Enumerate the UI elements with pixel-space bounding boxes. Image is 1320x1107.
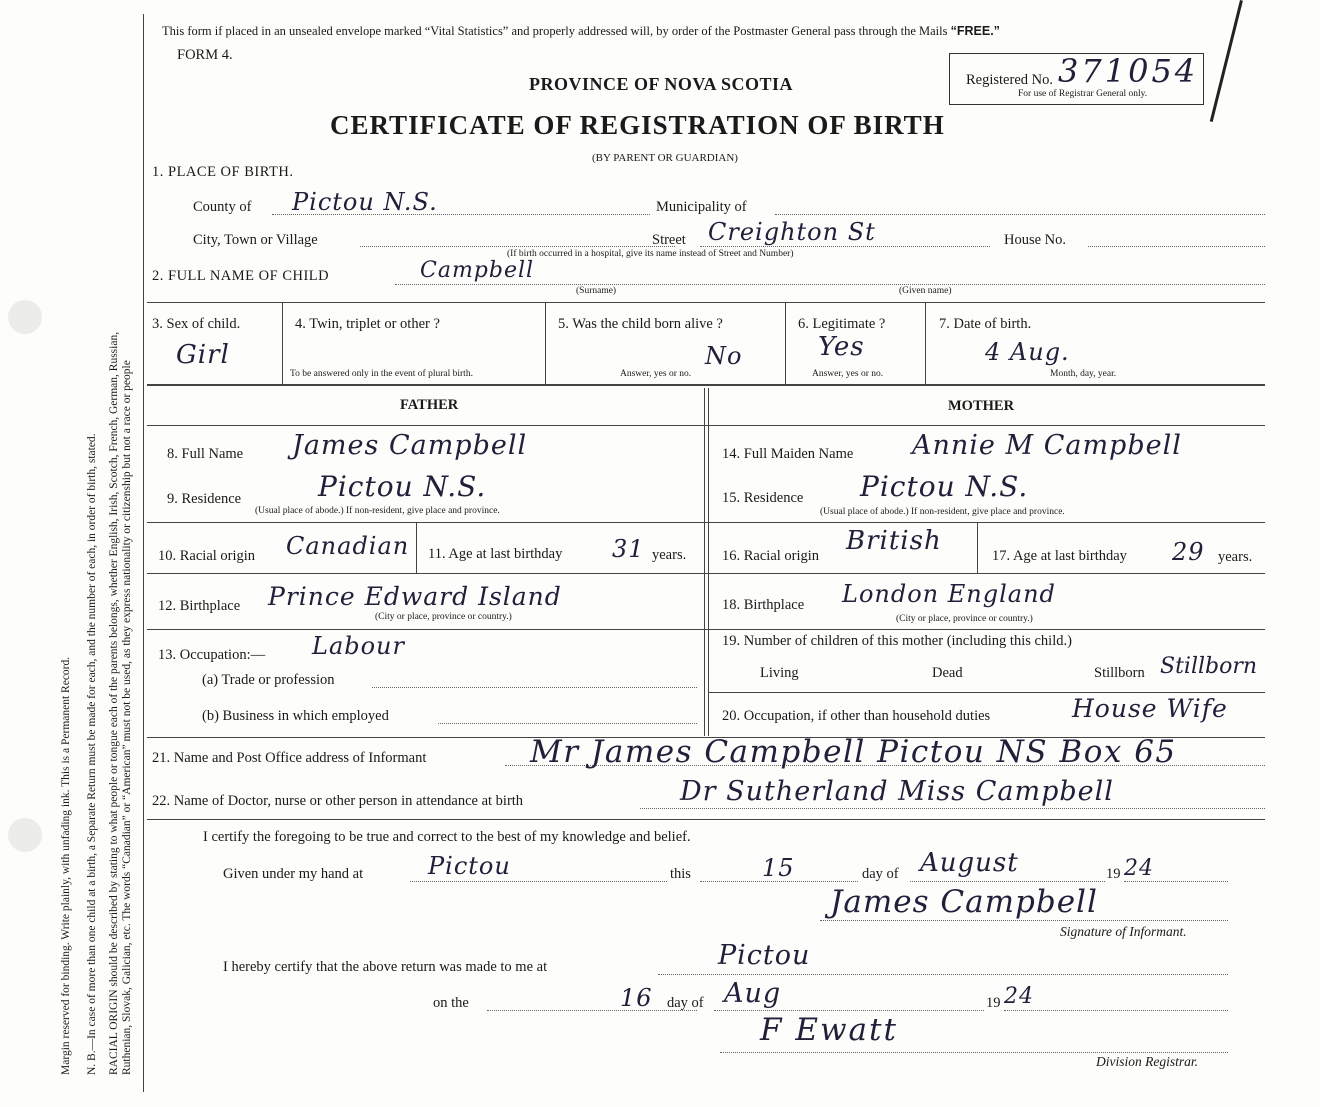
father-name-label: 8. Full Name bbox=[167, 446, 244, 462]
dead-label: Dead bbox=[932, 665, 963, 681]
father-residence-note: (Usual place of abode.) If non-resident, give place and province. bbox=[255, 506, 500, 516]
mother-residence-note: (Usual place of abode.) If non-resident, give place and province. bbox=[820, 507, 1065, 517]
twin-note: To be answered only in the event of plural birth. bbox=[290, 369, 473, 379]
alive-note: Answer, yes or no. bbox=[620, 369, 692, 379]
rule-bottom-boxes bbox=[147, 384, 1265, 386]
father-birthplace-label: 12. Birthplace bbox=[158, 598, 241, 614]
father-birthplace-note: (City or place, province or country.) bbox=[375, 612, 512, 622]
mother-racial-value: British bbox=[846, 526, 942, 556]
registered-number: 371054 bbox=[1058, 52, 1199, 90]
mother-occupation-label: 20. Occupation, if other than household duties bbox=[722, 708, 991, 724]
father-racial-value: Canadian bbox=[286, 532, 410, 560]
page-subtitle: (BY PARENT OR GUARDIAN) bbox=[592, 152, 738, 164]
father-age-label: 11. Age at last birthday bbox=[428, 546, 563, 562]
given-day-value: 15 bbox=[762, 854, 795, 882]
county-value: Pictou N.S. bbox=[292, 188, 438, 216]
given-year-prefix: 19 bbox=[1106, 866, 1121, 882]
rule-top-boxes bbox=[147, 302, 1265, 303]
father-racial-label: 10. Racial origin bbox=[158, 548, 256, 564]
father-occupation-value: Labour bbox=[312, 632, 405, 660]
postal-note bbox=[162, 24, 1000, 39]
father-age-value: 31 bbox=[612, 535, 645, 563]
given-month-value: August bbox=[920, 848, 1019, 878]
registrar-place-value: Pictou bbox=[718, 940, 811, 971]
frame-left-border bbox=[143, 14, 144, 1092]
pen-stroke bbox=[1210, 0, 1243, 122]
binding-hole-bottom bbox=[8, 818, 42, 852]
father-name-value: James Campbell bbox=[292, 430, 528, 461]
dob-value: 4 Aug. bbox=[985, 338, 1070, 366]
cert-statement: I certify the foregoing to be true and correct to the best of my knowledge and belief. bbox=[203, 829, 691, 845]
mother-occupation-value: House Wife bbox=[1072, 694, 1228, 723]
mother-age-label: 17. Age at last birthday bbox=[992, 548, 1127, 564]
registrar-signature: F Ewatt bbox=[760, 1012, 898, 1048]
legitimate-value: Yes bbox=[818, 332, 865, 362]
legitimate-label: 6. Legitimate ? bbox=[798, 316, 886, 332]
margin-note-racial-origin-2: Ruthenian, Slovak, Galician, etc. The words “Canadian” or “American” must not be used, as they express nationality or citizenship but not a race or people bbox=[121, 360, 133, 1075]
given-name-note: (Given name) bbox=[899, 286, 952, 296]
surname-note: (Surname) bbox=[576, 286, 617, 296]
column-divider bbox=[704, 388, 705, 736]
child-surname: Campbell bbox=[420, 258, 535, 283]
registered-label: Registered No. bbox=[966, 72, 1053, 88]
trade-label: (a) Trade or profession bbox=[202, 672, 335, 688]
mother-name-label: 14. Full Maiden Name bbox=[722, 446, 854, 462]
margin-note-racial-origin-1: RACIAL ORIGIN should be described by stating to what people or tongue each of the parents belongs, whether English, Irish, Scotch, French, German, Russian, bbox=[108, 331, 120, 1075]
child-name-label: 2. FULL NAME OF CHILD bbox=[152, 268, 330, 284]
margin-note-multiple-births: N. B.—In case of more than one child at a birth, a Separate Return must be made for each, and the number of each, in order of birth, stated. bbox=[86, 433, 98, 1075]
father-residence-label: 9. Residence bbox=[167, 491, 242, 507]
informant-signature-label: Signature of Informant. bbox=[1060, 924, 1187, 939]
house-label: House No. bbox=[1004, 232, 1067, 248]
given-label: Given under my hand at bbox=[223, 866, 364, 882]
margin-note-binding: Margin reserved for binding. Write plainly, with unfading ink. This is a Permanent Record. bbox=[60, 656, 72, 1075]
street-value: Creighton St bbox=[708, 218, 876, 246]
father-years-label: years. bbox=[652, 547, 687, 563]
alive-label: 5. Was the child born alive ? bbox=[558, 316, 723, 332]
registrar-month-value: Aug bbox=[724, 978, 782, 1009]
doctor-label: 22. Name of Doctor, nurse or other person in attendance at birth bbox=[152, 793, 524, 809]
mother-racial-label: 16. Racial origin bbox=[722, 548, 820, 564]
postal-free: “FREE.” bbox=[950, 24, 1000, 38]
county-label: County of bbox=[193, 199, 252, 215]
day-of-label: day of bbox=[862, 866, 899, 882]
registrar-year-prefix: 19 bbox=[986, 995, 1001, 1011]
registrar-day-value: 16 bbox=[620, 984, 653, 1012]
street-label: Street bbox=[652, 232, 686, 248]
form-number: FORM 4. bbox=[177, 47, 233, 63]
registrar-day-of-label: day of bbox=[667, 995, 704, 1011]
father-heading: FATHER bbox=[400, 397, 459, 413]
informant-label: 21. Name and Post Office address of Informant bbox=[152, 750, 427, 766]
business-label: (b) Business in which employed bbox=[202, 708, 389, 724]
this-label: this bbox=[670, 866, 691, 882]
father-occupation-label: 13. Occupation:— bbox=[158, 647, 266, 663]
informant-value: Mr James Campbell Pictou NS Box 65 bbox=[530, 734, 1177, 770]
mother-birthplace-value: London England bbox=[842, 580, 1056, 608]
sex-value: Girl bbox=[176, 340, 230, 370]
given-place-value: Pictou bbox=[428, 852, 511, 880]
registrar-note: For use of Registrar General only. bbox=[1018, 89, 1148, 99]
informant-signature: James Campbell bbox=[830, 884, 1098, 920]
sex-label: 3. Sex of child. bbox=[152, 316, 241, 332]
twin-label: 4. Twin, triplet or other ? bbox=[295, 316, 440, 332]
mother-residence-value: Pictou N.S. bbox=[860, 470, 1029, 503]
stillborn-value: Stillborn bbox=[1160, 654, 1258, 679]
registrar-signature-label: Division Registrar. bbox=[1096, 1054, 1199, 1069]
dob-label: 7. Date of birth. bbox=[939, 316, 1032, 332]
hospital-note: (If birth occurred in a hospital, give its name instead of Street and Number) bbox=[507, 249, 794, 259]
registrar-statement: I hereby certify that the above return was made to me at bbox=[223, 959, 548, 975]
legitimate-note: Answer, yes or no. bbox=[812, 369, 884, 379]
mother-name-value: Annie M Campbell bbox=[912, 430, 1182, 461]
registered-box bbox=[949, 53, 1204, 105]
doctor-value: Dr Sutherland Miss Campbell bbox=[680, 776, 1114, 807]
province-heading: PROVINCE OF NOVA SCOTIA bbox=[529, 74, 794, 94]
place-of-birth-heading: 1. PLACE OF BIRTH. bbox=[152, 164, 294, 180]
on-the-label: on the bbox=[433, 995, 469, 1011]
father-residence-value: Pictou N.S. bbox=[318, 470, 487, 503]
given-year-value: 24 bbox=[1124, 856, 1154, 881]
alive-value: No bbox=[705, 342, 743, 370]
father-birthplace-value: Prince Edward Island bbox=[268, 582, 562, 611]
postal-note-text: This form if placed in an unsealed envelope marked “Vital Statistics” and properly addressed will, by order of the Postmaster General pass through the Mails bbox=[162, 24, 948, 38]
city-label: City, Town or Village bbox=[193, 232, 318, 248]
mother-birthplace-label: 18. Birthplace bbox=[722, 597, 805, 613]
dob-note: Month, day, year. bbox=[1050, 369, 1117, 379]
living-label: Living bbox=[760, 665, 799, 681]
binding-hole-top bbox=[8, 300, 42, 334]
mother-birthplace-note: (City or place, province or country.) bbox=[896, 614, 1033, 624]
mother-heading: MOTHER bbox=[948, 398, 1015, 414]
stillborn-label: Stillborn bbox=[1094, 665, 1145, 681]
children-count-label: 19. Number of children of this mother (including this child.) bbox=[722, 633, 1072, 649]
mother-age-value: 29 bbox=[1172, 538, 1205, 566]
page-title: CERTIFICATE OF REGISTRATION OF BIRTH bbox=[330, 110, 945, 140]
municipality-label: Municipality of bbox=[656, 199, 747, 215]
mother-residence-label: 15. Residence bbox=[722, 490, 804, 506]
registrar-year-value: 24 bbox=[1004, 984, 1034, 1009]
mother-years-label: years. bbox=[1218, 549, 1253, 565]
